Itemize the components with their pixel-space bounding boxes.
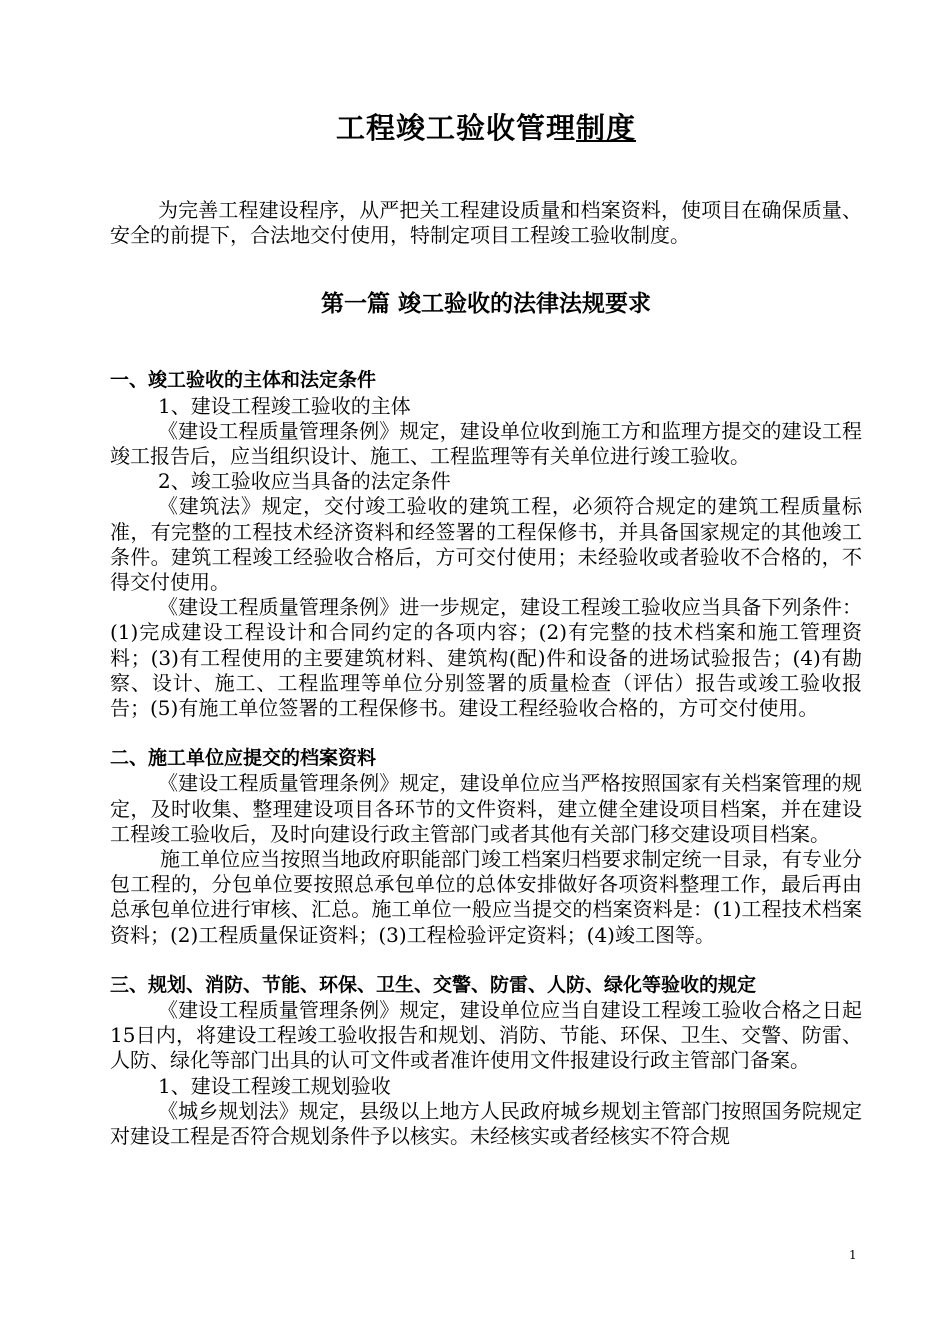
section1-para1: 《建设工程质量管理条例》规定，建设单位收到施工方和监理方提交的建设工程竣工报告后，应当组织设计、施工、工程监理等有关单位进行竣工验收。 xyxy=(110,418,862,469)
section3-heading: 三、规划、消防、节能、环保、卫生、交警、防雷、人防、绿化等验收的规定 xyxy=(110,973,757,996)
section2-para2: 施工单位应当按照当地政府职能部门竣工档案归档要求制定统一目录，有专业分包工程的，分包单位要按照总承包单位的总体安排做好各项资料整理工作，最后再由总承包单位进行审核、汇总。施工单位一般应当提交的档案资料是：(1)工程技术档案资料；(2)工程质量保证资料；(3)工程检验评定资料；(4)竣工图等。 xyxy=(110,847,862,947)
section1-para2: 《建筑法》规定，交付竣工验收的建筑工程，必须符合规定的建筑工程质量标准，有完整的工程技术经济资料和经签署的工程保修书，并具备国家规定的其他竣工条件。建筑工程竣工经验收合格后，方可交付使用；未经验收或者验收不合格的，不得交付使用。 xyxy=(110,494,862,595)
section3-para1: 《建设工程质量管理条例》规定，建设单位应当自建设工程竣工验收合格之日起15日内，将建设工程竣工验收报告和规划、消防、节能、环保、卫生、交警、防雷、人防、绿化等部门出具的认可文件或者准许使用文件报建设行政主管部门备案。 xyxy=(110,998,862,1073)
intro-paragraph: 为完善工程建设程序，从严把关工程建设质量和档案资料，使项目在确保质量、安全的前提下，合法地交付使用，特制定项目工程竣工验收制度。 xyxy=(110,198,862,248)
part1-heading: 第一篇 竣工验收的法律法规要求 xyxy=(320,291,651,318)
document-title xyxy=(110,108,862,148)
section2-heading: 二、施工单位应提交的档案资料 xyxy=(110,747,377,770)
spacer xyxy=(110,721,862,746)
section1-heading: 一、竣工验收的主体和法定条件 xyxy=(110,369,377,392)
title-main: 工程竣工验收管理 xyxy=(335,111,576,145)
title-underlined: 制度 xyxy=(576,111,637,145)
section2-para1: 《建设工程质量管理条例》规定，建设单位应当严格按照国家有关档案管理的规定，及时收集、整理建设项目各环节的文件资料，建立健全建设项目档案，并在建设工程竣工验收后，及时向建设行政主管部门或者其他有关部门移交建设项目档案。 xyxy=(110,771,862,846)
page-number: 1 xyxy=(849,1248,857,1262)
section3-sub1: 1、建设工程竣工规划验收 xyxy=(158,1073,391,1098)
section1-sub1: 1、建设工程竣工验收的主体 xyxy=(158,393,411,418)
spacer xyxy=(110,948,862,973)
section1-sub2: 2、竣工验收应当具备的法定条件 xyxy=(158,469,451,494)
section3-para2: 《城乡规划法》规定，县级以上地方人民政府城乡规划主管部门按照国务院规定对建设工程是否符合规划条件予以核实。未经核实或者经核实不符合规 xyxy=(110,1098,862,1149)
document-body xyxy=(110,108,862,1149)
section1-para3: 《建设工程质量管理条例》进一步规定，建设工程竣工验收应当具备下列条件：(1)完成建设工程设计和合同约定的各项内容；(2)有完整的技术档案和施工管理资料；(3)有工程使用的主要建筑材料、建筑构(配)件和设备的进场试验报告；(4)有勘察、设计、施工、工程监理等单位分别签署的质量检查（评估）报告或竣工验收报告；(5)有施工单位签署的工程保修书。建设工程经验收合格的，方可交付使用。 xyxy=(110,595,862,721)
